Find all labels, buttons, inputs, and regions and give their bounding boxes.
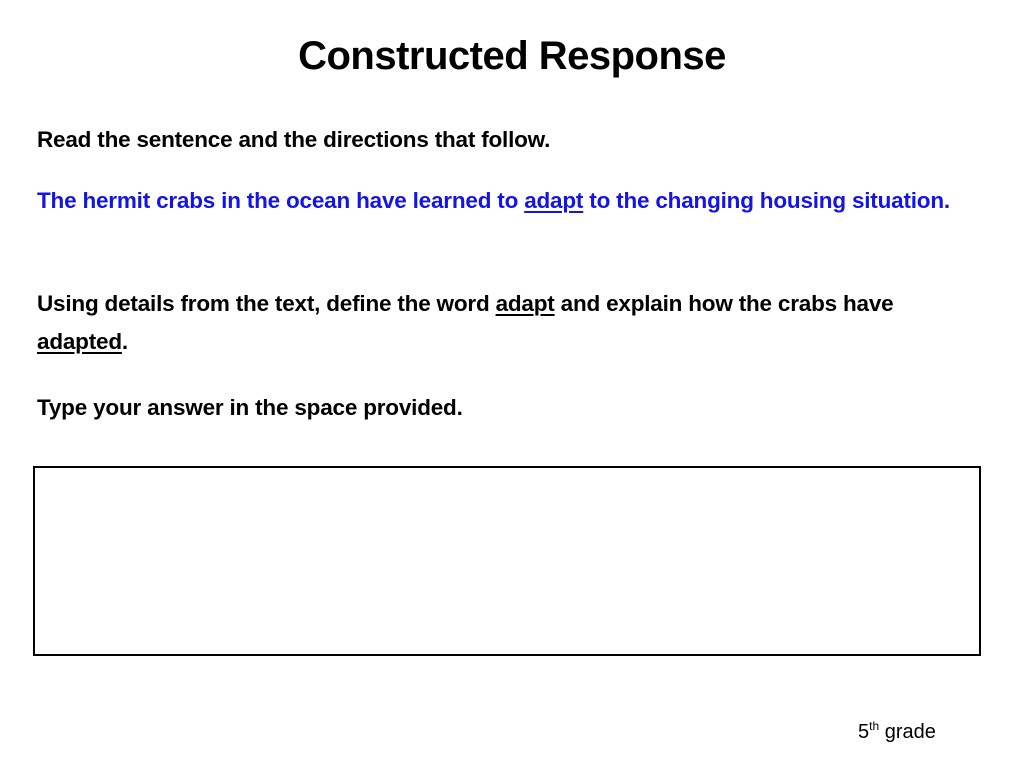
grade-number: 5 bbox=[858, 721, 870, 743]
directions-part-2: and explain how the crabs have bbox=[554, 291, 894, 316]
directions-text bbox=[37, 285, 977, 361]
sentence-text-after: to the changing housing situation. bbox=[583, 188, 950, 213]
grade-label bbox=[858, 718, 936, 746]
reading-sentence bbox=[37, 182, 977, 220]
answer-prompt: Type your answer in the space provided. bbox=[37, 395, 463, 420]
sentence-text-before: The hermit crabs in the ocean have learned to bbox=[37, 188, 525, 213]
answer-textarea[interactable] bbox=[33, 466, 981, 656]
instruction-text: Read the sentence and the directions that follow. bbox=[37, 127, 551, 152]
directions-underlined-word-1: adapt bbox=[495, 291, 555, 316]
directions-underlined-word-2: adapted bbox=[37, 329, 122, 354]
directions-part-1: Using details from the text, define the word bbox=[37, 291, 496, 316]
page-title: Constructed Response bbox=[298, 34, 726, 78]
grade-text: grade bbox=[879, 721, 936, 743]
sentence-underlined-word: adapt bbox=[524, 188, 584, 213]
directions-part-3: . bbox=[121, 329, 128, 354]
grade-suffix: th bbox=[869, 719, 880, 733]
